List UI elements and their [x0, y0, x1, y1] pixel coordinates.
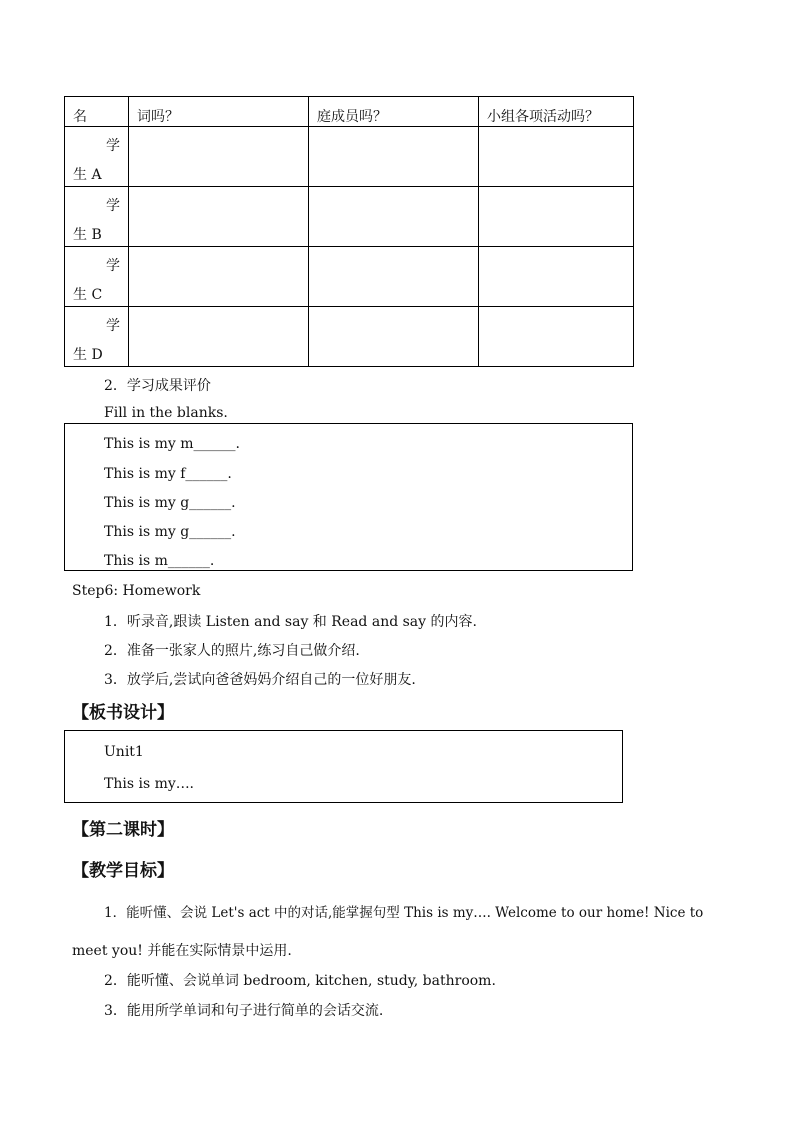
blank-cell[interactable]: [309, 247, 479, 307]
student-label-bottom: 生 D: [73, 347, 103, 363]
board-line: This is my‥..: [104, 776, 195, 792]
lesson2-heading: 【第二课时】: [72, 820, 174, 840]
blank-cell[interactable]: [129, 127, 309, 187]
blank-sentence: This is m______.: [104, 553, 215, 569]
homework-title: Step6: Homework: [72, 583, 201, 599]
homework-item: 3．放学后,尝试向爸爸妈妈介绍自己的一位好朋友.: [104, 672, 416, 688]
student-cell: [65, 127, 129, 187]
goal-item: 1．能听懂、会说 Let's act 中的对话,能掌握句型 This is my‥.. Welcome to our home! Nice to: [104, 905, 704, 921]
blank-cell[interactable]: [479, 187, 634, 247]
student-label-bottom: 生 A: [73, 167, 102, 183]
header-cell: 名: [65, 97, 129, 127]
student-cell: [65, 307, 129, 367]
blank-cell[interactable]: [309, 307, 479, 367]
blank-cell[interactable]: [309, 127, 479, 187]
homework-item: 2．准备一张家人的照片,练习自己做介绍.: [104, 643, 360, 659]
student-label-bottom: 生 C: [73, 287, 103, 303]
goal-item-continued: meet you! 并能在实际情景中运用.: [72, 943, 292, 959]
student-label-top: 学: [106, 138, 120, 154]
student-label-top: 学: [106, 198, 120, 214]
assessment-heading: 2．学习成果评价: [104, 378, 211, 394]
board-design-box: [64, 730, 623, 803]
student-label-top: 学: [106, 318, 120, 334]
blank-cell[interactable]: [479, 127, 634, 187]
goals-heading: 【教学目标】: [72, 861, 174, 881]
header-cell: 庭成员吗？: [309, 97, 479, 127]
student-cell: [65, 247, 129, 307]
blank-cell[interactable]: [129, 247, 309, 307]
blank-sentence: This is my g______.: [104, 524, 236, 540]
blank-cell[interactable]: [129, 307, 309, 367]
goal-item: 2．能听懂、会说单词 bedroom, kitchen, study, bathroom.: [104, 973, 496, 989]
header-cell: 小组各项活动吗？: [479, 97, 634, 127]
blank-cell[interactable]: [479, 247, 634, 307]
header-cell: 词吗？: [129, 97, 309, 127]
blank-cell[interactable]: [479, 307, 634, 367]
student-cell: [65, 187, 129, 247]
table-row: [65, 187, 634, 247]
student-label-bottom: 生 B: [73, 227, 102, 243]
fill-blanks-box: [64, 423, 633, 571]
goal-item: 3．能用所学单词和句子进行简单的会话交流.: [104, 1003, 384, 1019]
blank-sentence: This is my m______.: [104, 436, 240, 452]
blank-cell[interactable]: [309, 187, 479, 247]
table-row: [65, 307, 634, 367]
board-line: Unit1: [104, 744, 144, 760]
homework-item: 1．听录音,跟读 Listen and say 和 Read and say 的内容.: [104, 614, 477, 630]
blank-sentence: This is my f______.: [104, 466, 232, 482]
board-design-heading: 【板书设计】: [72, 703, 174, 723]
blank-sentence: This is my g______.: [104, 495, 236, 511]
assessment-instruction: Fill in the blanks.: [104, 405, 228, 421]
table-header-row: [65, 97, 634, 127]
student-label-top: 学: [106, 258, 120, 274]
evaluation-table: [64, 96, 634, 367]
table-row: [65, 127, 634, 187]
table-row: [65, 247, 634, 307]
blank-cell[interactable]: [129, 187, 309, 247]
